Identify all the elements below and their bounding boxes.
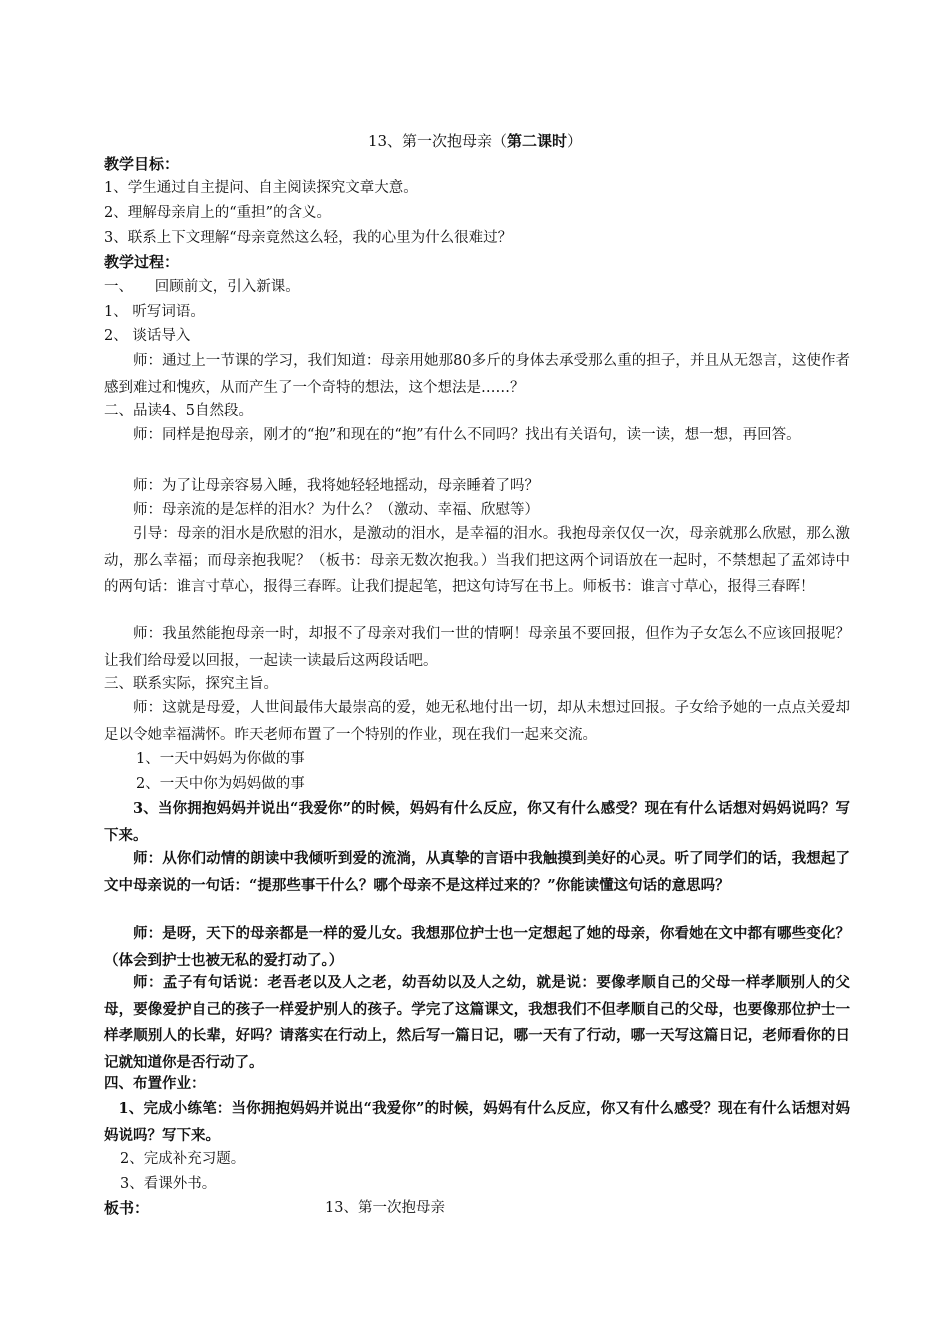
goal-item: 2、理解母亲肩上的“重担”的含义。 xyxy=(104,205,332,221)
section-heading: 四、布置作业： xyxy=(104,1075,206,1092)
list-item: 1、一天中妈妈为你做的事 xyxy=(136,751,305,767)
paragraph-bold: 师：孟子有句话说：老吾老以及人之老，幼吾幼以及人之幼，就是说：要像孝顺自己的父母一样孝顺别人的父母，要像爱护自己的孩子一样爱护别人的孩子。学完了这篇课文，我想我们不但孝顺自己的父母，也要像那位护士一样孝顺别人的长辈，好吗？请落实在行动上，然后写一篇日记，哪一天有了行动，哪一天写这篇日记，老师看你的日记就知道你是否行动了。 xyxy=(104,974,850,1071)
board-label: 板书： xyxy=(104,1199,150,1217)
paragraph: 师：同样是抱母亲，刚才的“抱”和现在的“抱”有什么不同吗？找出有关语句，读一读，想一想，再回答。 xyxy=(133,427,801,443)
goals-heading: 教学目标： xyxy=(104,155,180,173)
paragraph: 师：这就是母爱，人世间最伟大最崇高的爱，她无私地付出一切，却从未想过回报。子女给予她的一点点关爱却足以令她幸福满怀。昨天老师布置了一个特别的作业，现在我们一起来交流。 xyxy=(104,700,850,743)
paragraph: 引导：母亲的泪水是欣慰的泪水，是激动的泪水，是幸福的泪水。我抱母亲仅仅一次，母亲就那么欣慰，那么激动，那么幸福；而母亲抱我呢？（板书：母亲无数次抱我。）当我们把这两个词语放在一起时，不禁想起了孟郊诗中的两句话：谁言寸草心，报得三春晖。让我们提起笔，把这句诗写在书上。师板书：谁言寸草心，报得三春晖！ xyxy=(104,526,850,595)
page-title xyxy=(0,129,950,153)
title-lesson: 第二课时 xyxy=(507,132,568,150)
board-title: 13、第一次抱母亲 xyxy=(325,1200,445,1216)
goal-item: 1、学生通过自主提问、自主阅读探究文章大意。 xyxy=(104,180,418,196)
process-heading: 教学过程： xyxy=(104,253,180,271)
goal-item: 3、联系上下文理解“母亲竟然这么轻，我的心里为什么很难过？ xyxy=(104,230,513,246)
paragraph-bold: 1、完成小练笔：当你拥抱妈妈并说出“我爱你”的时候，妈妈有什么反应，你又有什么感受？现在有什么话想对妈妈说吗？写下来。 xyxy=(104,1100,850,1144)
section-heading: 二、品读4、5自然段。 xyxy=(104,403,253,419)
paragraph: 师：通过上一节课的学习，我们知道：母亲用她那80多斤的身体去承受那么重的担子，并且从无怨言，这使作者感到难过和愧疚，从而产生了一个奇特的想法，这个想法是……？ xyxy=(104,353,850,396)
list-item: 2、一天中你为妈妈做的事 xyxy=(136,776,305,792)
list-item: 2、 谈话导入 xyxy=(104,328,191,344)
list-item: 2、完成补充习题。 xyxy=(120,1151,246,1167)
section-heading: 三、联系实际，探究主旨。 xyxy=(104,676,278,692)
paragraph: 师：我虽然能抱母亲一时，却报不了母亲对我们一世的情啊！母亲虽不要回报，但作为子女怎么不应该回报呢？让我们给母爱以回报，一起读一读最后这两段话吧。 xyxy=(104,626,850,669)
paragraph-bold: 师：是呀，天下的母亲都是一样的爱儿女。我想那位护士也一定想起了她的母亲，你看她在文中都有哪些变化？（体会到护士也被无私的爱打动了。） xyxy=(104,925,850,969)
section-heading: 一、 回顾前文，引入新课。 xyxy=(104,279,300,295)
title-main: 13、第一次抱母亲（ xyxy=(367,132,508,150)
title-end: ） xyxy=(567,132,583,150)
paragraph: 师：为了让母亲容易入睡，我将她轻轻地摇动，母亲睡着了吗？ xyxy=(133,478,539,494)
list-item: 3、看课外书。 xyxy=(120,1176,217,1192)
paragraph: 师：母亲流的是怎样的泪水？为什么？（激动、幸福、欣慰等） xyxy=(133,502,539,518)
paragraph-bold: 师：从你们动情的朗读中我倾听到爱的流淌，从真挚的言语中我触摸到美好的心灵。听了同学们的话，我想起了文中母亲说的一句话：“提那些事干什么？哪个母亲不是这样过来的？”你能读懂这句话的意思吗？ xyxy=(104,850,850,894)
paragraph-bold: 3、当你拥抱妈妈并说出“我爱你”的时候，妈妈有什么反应，你又有什么感受？现在有什么话想对妈妈说吗？写下来。 xyxy=(104,800,850,844)
list-item: 1、 听写词语。 xyxy=(104,304,205,320)
